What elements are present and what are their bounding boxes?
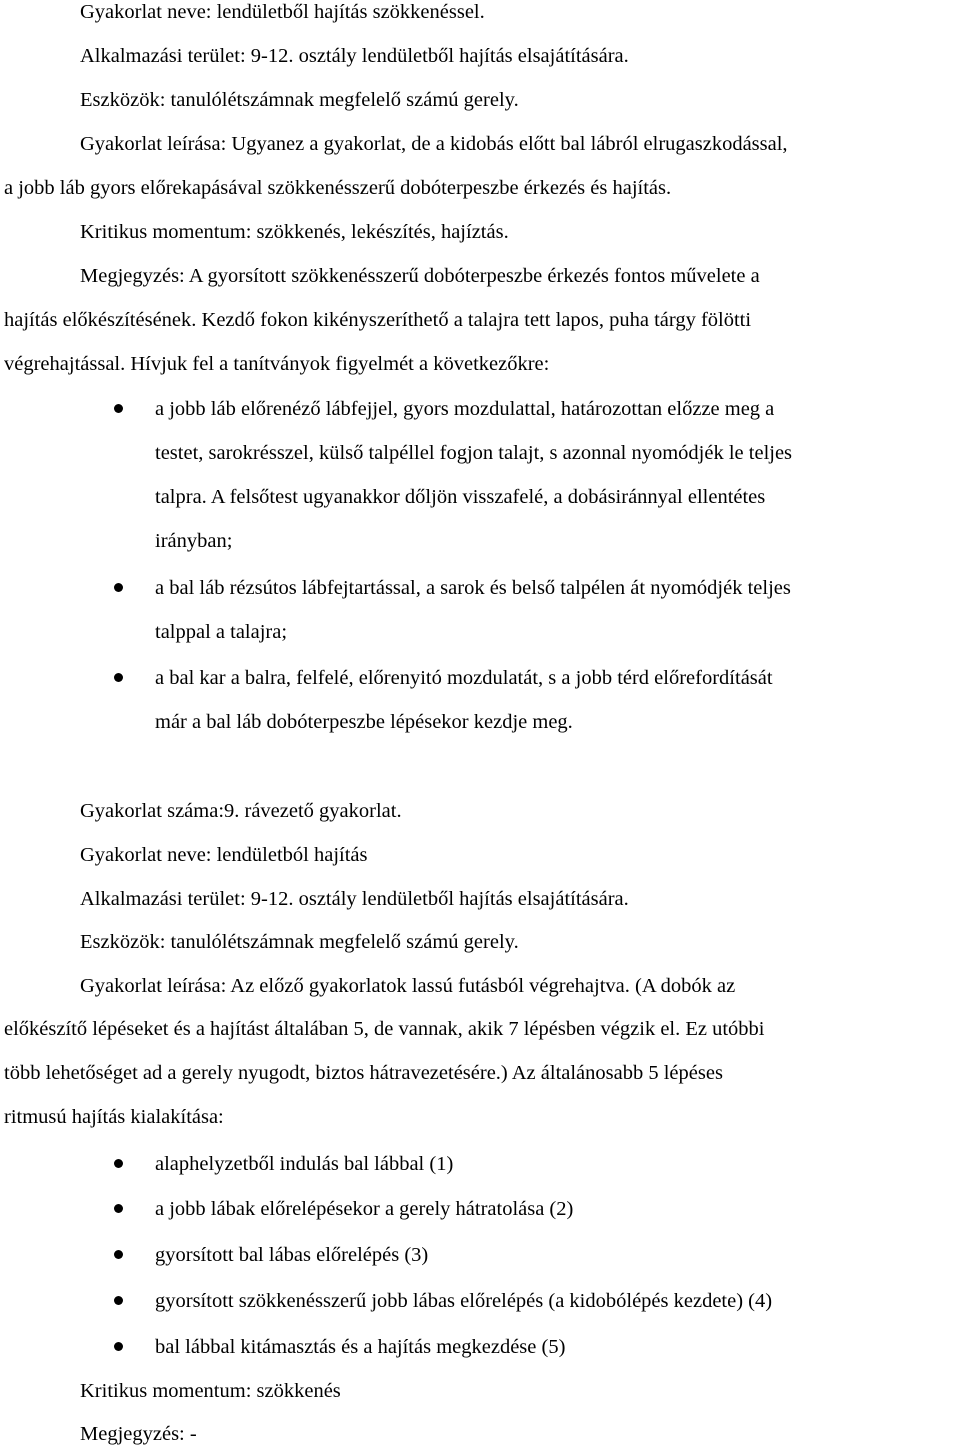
description-line-3: több lehetőséget ad a gerely nyugodt, biztos hátravezetésére.) Az általánosabb 5 lépéses: [4, 1062, 723, 1084]
note-line: Megjegyzés: -: [80, 1423, 197, 1445]
description-line-2: előkészítő lépéseket és a hajítást általában 5, de vannak, akik 7 lépésben végzik el. Ez utóbbi: [4, 1018, 765, 1040]
list-item: a jobb lábak előrelépésekor a gerely hátratolása (2): [155, 1198, 574, 1220]
bullet-icon: [114, 1342, 123, 1351]
exercise-name-line: Gyakorlat neve: lendületből hajítás szökkenéssel.: [80, 1, 485, 23]
application-area-line: Alkalmazási terület: 9-12. osztály lendületből hajítás elsajátítására.: [80, 45, 629, 67]
application-area-line: Alkalmazási terület: 9-12. osztály lendületből hajítás elsajátítására.: [80, 888, 629, 910]
bullet-icon: [114, 1204, 123, 1213]
bullet-icon: [114, 1250, 123, 1259]
list-item-line: talppal a talajra;: [155, 621, 288, 643]
list-item: bal lábbal kitámasztás és a hajítás megkezdése (5): [155, 1336, 566, 1358]
bullet-icon: [114, 1296, 123, 1305]
note-line-1: Megjegyzés: A gyorsított szökkenésszerű dobóterpeszbe érkezés fontos művelete a: [80, 265, 760, 287]
exercise-name-line: Gyakorlat neve: lendületból hajítás: [80, 844, 368, 866]
list-item-line: a jobb láb előrenéző lábfejjel, gyors mozdulattal, határozottan előzze meg a: [155, 398, 775, 420]
bullet-icon: [114, 673, 123, 682]
description-line-1: Gyakorlat leírása: Az előző gyakorlatok lassú futásból végrehajtva. (A dobók az: [80, 975, 736, 997]
list-item-line: testet, sarokrésszel, külső talpéllel fogjon talajt, s azonnal nyomódjék le teljes: [155, 442, 793, 464]
critical-moment-line: Kritikus momentum: szökkenés, lekészítés, hajíztás.: [80, 221, 509, 243]
list-item: gyorsított bal lábas előrelépés (3): [155, 1244, 429, 1266]
list-item-line: már a bal láb dobóterpeszbe lépésekor kezdje meg.: [155, 711, 573, 733]
bullet-icon: [114, 1159, 123, 1168]
critical-moment-line: Kritikus momentum: szökkenés: [80, 1380, 341, 1402]
description-line-4: ritmusú hajítás kialakítása:: [4, 1106, 224, 1128]
note-line-2: hajítás előkészítésének. Kezdő fokon kikényszeríthető a talajra tett lapos, puha tárgy fölötti: [4, 309, 752, 331]
equipment-line: Eszközök: tanulólétszámnak megfelelő számú gerely.: [80, 931, 519, 953]
description-line-2: a jobb láb gyors előrekapásával szökkenésszerű dobóterpeszbe érkezés és hajítás.: [4, 177, 672, 199]
list-item: gyorsított szökkenésszerű jobb lábas előrelépés (a kidobólépés kezdete) (4): [155, 1290, 773, 1312]
list-item-line: talpra. A felsőtest ugyanakkor dőljön visszafelé, a dobásiránnyal ellentétes: [155, 486, 766, 508]
list-item-line: irányban;: [155, 530, 233, 552]
description-line-1: Gyakorlat leírása: Ugyanez a gyakorlat, de a kidobás előtt bal lábról elrugaszkodással,: [80, 133, 788, 155]
bullet-icon: [114, 404, 123, 413]
list-item-line: a bal kar a balra, felfelé, előrenyitó mozdulatát, s a jobb térd előrefordítását: [155, 667, 773, 689]
list-item: alaphelyzetből indulás bal lábbal (1): [155, 1153, 454, 1175]
note-line-3: végrehajtással. Hívjuk fel a tanítványok figyelmét a következőkre:: [4, 353, 550, 375]
bullet-icon: [114, 583, 123, 592]
list-item-line: a bal láb rézsútos lábfejtartással, a sarok és belső talpélen át nyomódjék teljes: [155, 577, 791, 599]
exercise-number-line: Gyakorlat száma:9. rávezető gyakorlat.: [80, 800, 402, 822]
equipment-line: Eszközök: tanulólétszámnak megfelelő számú gerely.: [80, 89, 519, 111]
